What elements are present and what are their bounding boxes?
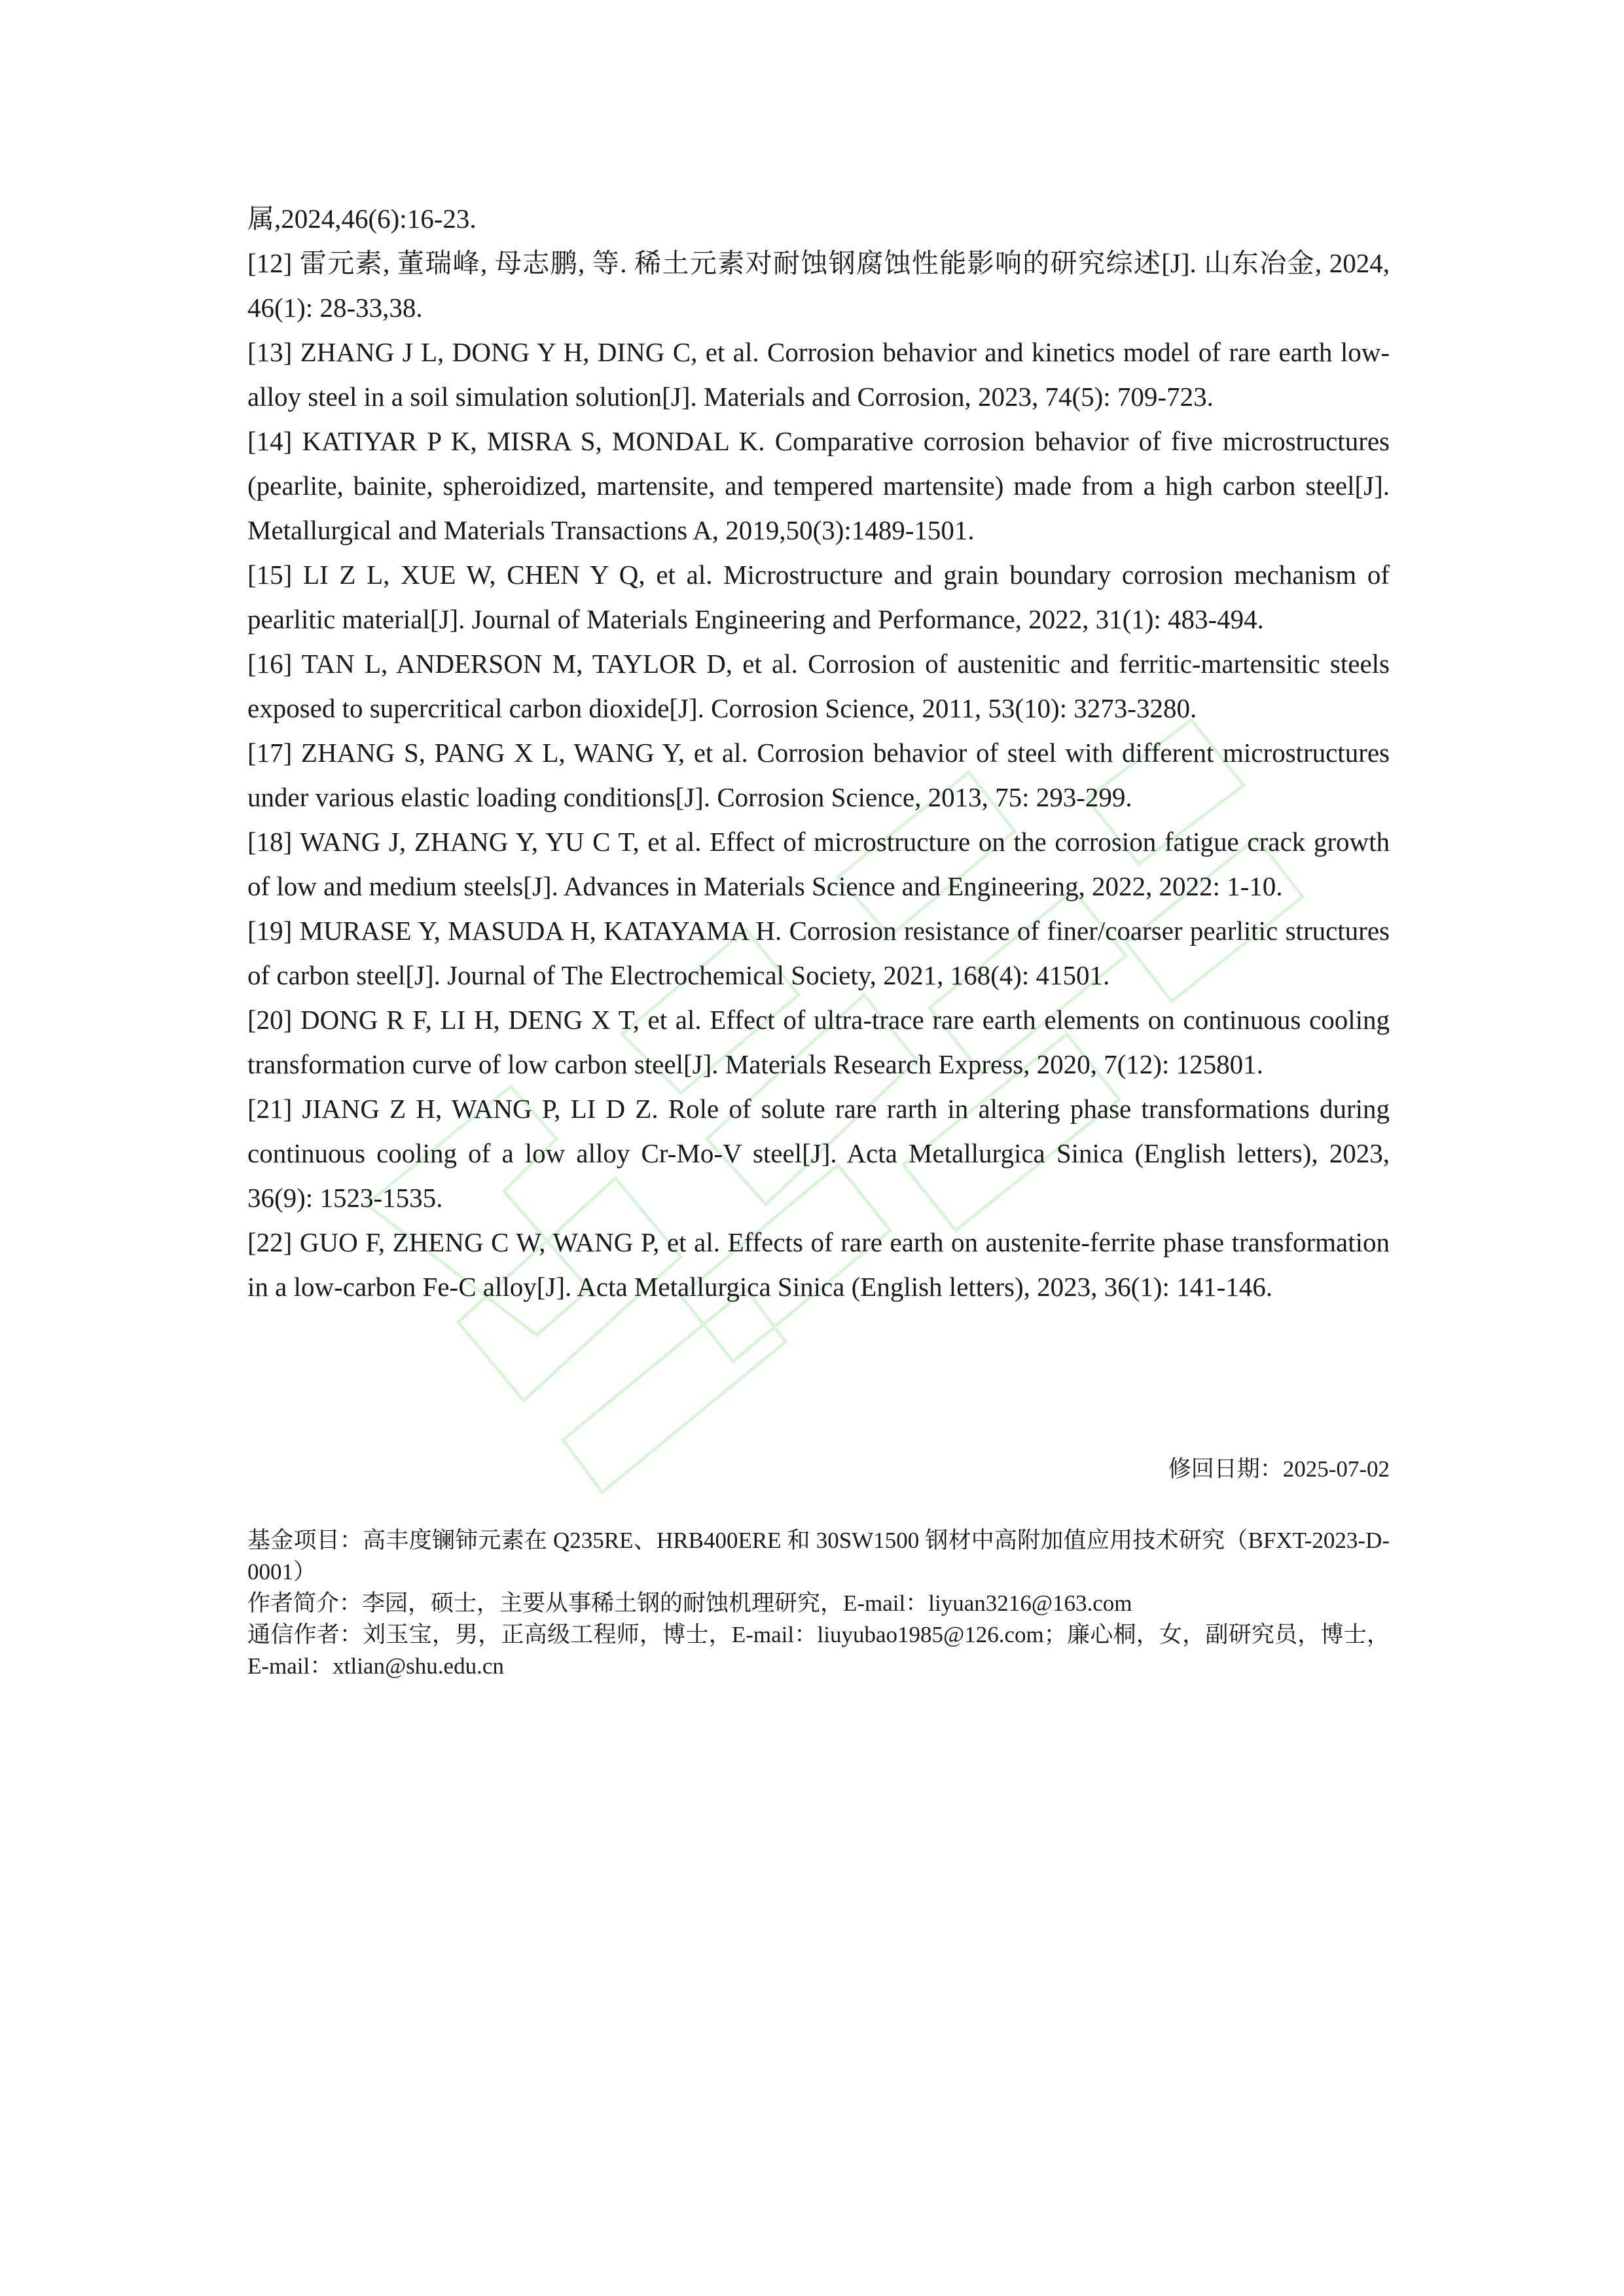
reference-item: [22] GUO F, ZHENG C W, WANG P, et al. Effects of rare earth on austenite-ferrite phase transformation in a low-carbon Fe-C alloy[J]. Acta Metallurgica Sinica (English letters), 2023, 36(1): 141-146. <box>247 1227 1390 1302</box>
footnotes <box>247 1525 1390 1682</box>
fund-note: 基金项目：高丰度镧铈元素在 Q235RE、HRB400ERE 和 30SW1500 钢材中高附加值应用技术研究（BFXT-2023-D-0001） <box>247 1528 1390 1585</box>
reference-item: [12] 雷元素, 董瑞峰, 母志鹏, 等. 稀土元素对耐蚀钢腐蚀性能影响的研究综述[J]. 山东冶金, 2024, 46(1): 28-33,38. <box>247 248 1390 323</box>
reference-item: [13] ZHANG J L, DONG Y H, DING C, et al. Corrosion behavior and kinetics model of rare earth low‐alloy steel in a soil simulation solution[J]. Materials and Corrosion, 2023, 74(5): 709-723. <box>247 337 1390 412</box>
reference-item: [21] JIANG Z H, WANG P, LI D Z. Role of solute rare rarth in altering phase transformations during continuous cooling of a low alloy Cr-Mo-V steel[J]. Acta Metallurgica Sinica (English letters), 2023, 36(9): 1523-1535. <box>247 1094 1390 1213</box>
author-note: 作者简介：李园，硕士，主要从事稀土钢的耐蚀机理研究，E-mail：liyuan3216@163.com <box>247 1590 1132 1616</box>
reference-item: [14] KATIYAR P K, MISRA S, MONDAL K. Comparative corrosion behavior of five microstructures (pearlite, bainite, spheroidized, martensite, and tempered martensite) made from a high carbon steel[J]. Metallurgical and Materials Transactions A, 2019,50(3):1489-1501. <box>247 426 1390 545</box>
reference-item: [15] LI Z L, XUE W, CHEN Y Q, et al. Microstructure and grain boundary corrosion mechanism of pearlitic material[J]. Journal of Materials Engineering and Performance, 2022, 31(1): 483-494. <box>247 560 1390 634</box>
reference-list <box>247 196 1390 1309</box>
reference-item: [18] WANG J, ZHANG Y, YU C T, et al. Effect of microstructure on the corrosion fatigue crack growth of low and medium steels[J]. Advances in Materials Science and Engineering, 2022, 2022: 1-10. <box>247 827 1390 901</box>
reference-item: 属,2024,46(6):16-23. <box>247 204 477 234</box>
corresponding-author-note: 通信作者：刘玉宝，男，正高级工程师，博士，E-mail：liuyubao1985@126.com；廉心桐，女，副研究员，博士，E-mail：xtlian@shu.edu.cn <box>247 1622 1390 1679</box>
reference-item: [17] ZHANG S, PANG X L, WANG Y, et al. Corrosion behavior of steel with different microstructures under various elastic loading conditions[J]. Corrosion Science, 2013, 75: 293-299. <box>247 738 1390 812</box>
revision-date: 修回日期：2025-07-02 <box>1168 1456 1390 1482</box>
reference-item: [16] TAN L, ANDERSON M, TAYLOR D, et al. Corrosion of austenitic and ferritic-martensitic steels exposed to supercritical carbon dioxide[J]. Corrosion Science, 2011, 53(10): 3273-3280. <box>247 649 1390 723</box>
reference-item: [19] MURASE Y, MASUDA H, KATAYAMA H. Corrosion resistance of finer/coarser pearlitic structures of carbon steel[J]. Journal of The Electrochemical Society, 2021, 168(4): 41501. <box>247 916 1390 990</box>
reference-item: [20] DONG R F, LI H, DENG X T, et al. Effect of ultra-trace rare earth elements on continuous cooling transformation curve of low carbon steel[J]. Materials Research Express, 2020, 7(12): 125801. <box>247 1005 1390 1079</box>
